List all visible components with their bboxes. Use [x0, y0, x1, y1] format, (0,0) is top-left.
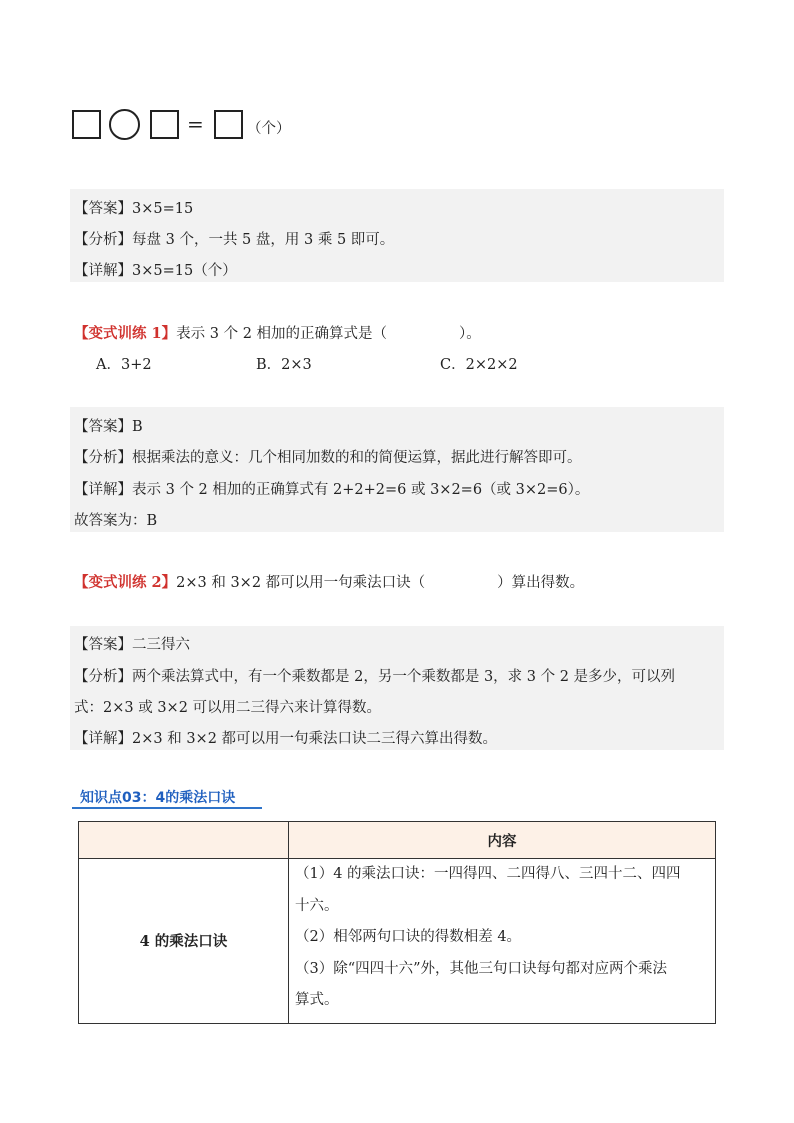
variant1-question-before: 表示 3 个 2 相加的正确算式是（	[176, 326, 388, 342]
variant2-question-after: ）算出得数。	[497, 575, 585, 591]
analysis-text: 两个乘法算式中，有一个乘数都是 2，另一个乘数都是 3，求 3 个 2 是多少，可以列	[132, 669, 676, 685]
content-line: （2）相邻两句口诀的得数相差 4。	[295, 929, 522, 945]
table-header-left	[79, 822, 289, 859]
detail-text: 表示 3 个 2 相加的正确算式有 2+2+2=6 或 3×2=6（或 3×2=6）。	[132, 482, 590, 498]
answer-text: 二三得六	[132, 637, 190, 653]
example-analysis-line	[74, 228, 394, 249]
content-line: 算式。	[295, 992, 339, 1008]
variant1-tag: 【变式训练 1】	[74, 325, 177, 342]
variant2-analysis-line-2: 式：2×3 或 3×2 可以用二三得六来计算得数。	[74, 700, 382, 716]
detail-text: 2×3 和 3×2 都可以用一句乘法口诀二三得六算出得数。	[132, 731, 498, 747]
variant1-question-after: ）。	[459, 326, 481, 342]
knowledge-point-underline	[72, 807, 262, 809]
unit-label: （个）	[247, 121, 291, 137]
equals-sign: =	[187, 112, 204, 136]
variant1-detail-line	[74, 478, 589, 499]
variant2-question-before: 2×3 和 3×2 都可以用一句乘法口诀（	[176, 575, 426, 591]
blank-box-result	[214, 110, 243, 139]
variant2-tag: 【变式训练 2】	[74, 574, 177, 591]
content-line: （1）4 的乘法口诀：一四得四、二四得八、三四十二、四四	[295, 866, 681, 882]
answer-label: 【答案】	[74, 637, 132, 653]
content-line: （3）除“四四十六”外，其他三句口诀每句都对应两个乘法	[295, 960, 668, 977]
content-line: 十六。	[295, 897, 339, 914]
blank-circle-operator	[109, 109, 140, 140]
variant1-option-b: B．2×3	[256, 357, 312, 373]
variant1-question	[74, 322, 481, 343]
detail-label: 【详解】	[74, 263, 132, 279]
variant2-answer-line	[74, 633, 190, 654]
variant1-answer-block	[70, 407, 724, 532]
table-header-row	[79, 822, 716, 859]
variant1-option-c: C．2×2×2	[440, 357, 518, 373]
knowledge-point-title: 知识点03：4的乘法口诀	[80, 790, 236, 806]
variant1-option-a: A．3+2	[96, 357, 152, 373]
detail-label: 【详解】	[74, 731, 132, 747]
variant1-answer-line	[74, 415, 143, 436]
knowledge-point-table	[78, 821, 716, 1024]
analysis-label: 【分析】	[74, 450, 132, 466]
detail-label: 【详解】	[74, 482, 132, 498]
variant2-question	[74, 571, 584, 592]
answer-text: 3×5=15	[132, 201, 194, 217]
answer-label: 【答案】	[74, 419, 132, 435]
example-detail-line	[74, 259, 237, 280]
variant1-analysis-line	[74, 446, 582, 467]
analysis-text: 根据乘法的意义：几个相同加数的和的简便运算，据此进行解答即可。	[132, 450, 582, 466]
example-answer-line	[74, 197, 193, 218]
table-row-label: 4 的乘法口诀	[79, 859, 289, 1024]
blank-box-2	[150, 110, 179, 139]
variant2-detail-line	[74, 727, 497, 748]
blank-box-1	[72, 110, 101, 139]
analysis-label: 【分析】	[74, 232, 132, 248]
variant1-conclusion: 故答案为：B	[74, 513, 158, 529]
table-row-content	[289, 859, 716, 1024]
detail-text: 3×5=15（个）	[132, 263, 237, 279]
variant2-analysis-line-1	[74, 665, 675, 686]
analysis-text: 每盘 3 个，一共 5 盘，用 3 乘 5 即可。	[132, 232, 395, 248]
table-header-content: 内容	[289, 822, 716, 859]
analysis-label: 【分析】	[74, 669, 132, 685]
answer-label: 【答案】	[74, 201, 132, 217]
answer-text: B	[132, 419, 143, 435]
table-row	[79, 859, 716, 1024]
